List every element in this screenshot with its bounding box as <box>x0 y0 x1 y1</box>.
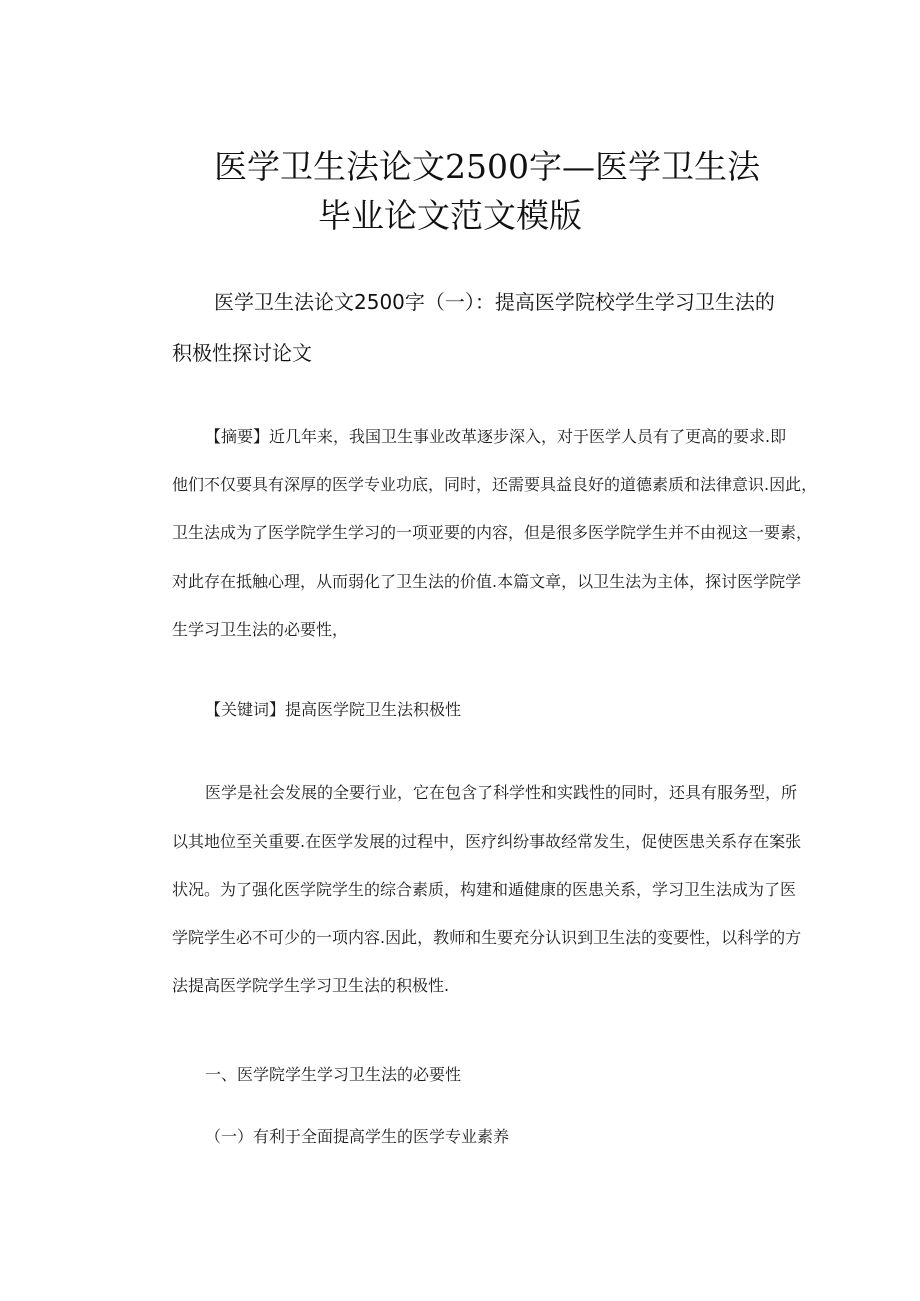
abstract-line: 对此存在抵触心理，从而弱化了卫生法的价值.本篇文章，以卫生法为主体，探讨医学院学 <box>172 572 802 591</box>
intro-line: 法提高医学院学生学习卫生法的积极性. <box>172 976 450 995</box>
intro-line: 状况。为了强化医学院学生的综合素质，构建和遁健康的医患关系，学习卫生法成为了医 <box>172 880 797 899</box>
document-title-line-1: 医学卫生法论文2500字—医学卫生法 <box>214 147 760 186</box>
paper-subtitle-line-2: 积极性探讨论文 <box>172 341 312 365</box>
abstract-line: 生学习卫生法的必要性， <box>172 620 349 639</box>
keywords-line: 【关键词】提高医学院卫生法积极性 <box>205 700 462 719</box>
abstract-line: 他们不仅要具有深厚的医学专业功底，同时，还需要具益良好的道德素质和法律意识.因此， <box>172 475 818 494</box>
paper-subtitle-line-1: 医学卫生法论文2500字（一）：提高医学院校学生学习卫生法的 <box>214 290 775 314</box>
intro-line: 学院学生必不可少的一项内容.因此，教师和生要充分认识到卫生法的变要性，以科学的方 <box>172 928 802 947</box>
subsection-heading: （一）有利于全面提高学生的医学专业素养 <box>205 1127 510 1146</box>
section-heading: 一、医学院学生学习卫生法的必要性 <box>205 1065 462 1084</box>
abstract-line: 【摘要】近几年来，我国卫生事业改革逐步深入，对于医学人员有了更高的要求.即 <box>205 427 787 446</box>
abstract-line: 卫生法成为了医学院学生学习的一项亚要的内容，但是很多医学院学生并不由视这一要素， <box>172 523 813 542</box>
document-title-line-2: 毕业论文范文模版 <box>318 196 582 235</box>
intro-line: 医学是社会发展的全要行业，它在包含了科学性和实践性的同时，还具有服务型，所 <box>205 783 798 802</box>
intro-line: 以其地位至关重要.在医学发展的过程中，医疗纠纷事故经常发生，促使医患关系存在案张 <box>172 832 802 851</box>
